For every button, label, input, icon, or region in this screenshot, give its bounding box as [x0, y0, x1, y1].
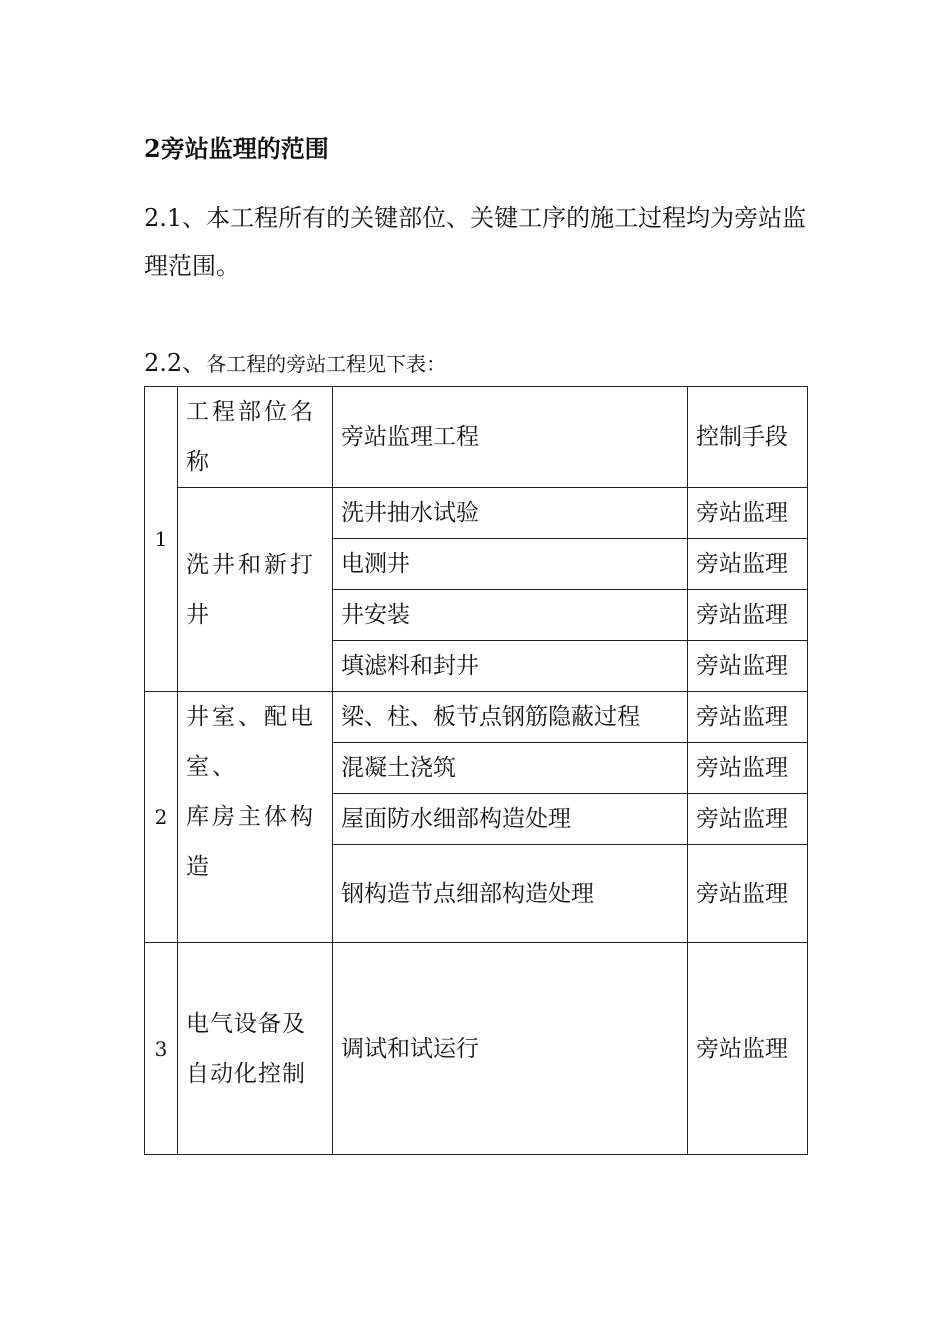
work-cell: 电测井: [333, 539, 688, 590]
control-cell: 旁站监理: [688, 590, 808, 641]
header-part: 工程部位名称: [178, 387, 333, 488]
table-row: [145, 488, 808, 539]
paragraph-2-1: 2.1、本工程所有的关键部位、关键工序的施工过程均为旁站监理范围。: [144, 204, 807, 280]
group-part: [178, 692, 333, 943]
group-part: 电气设备及自动化控制: [178, 943, 333, 1155]
caption-number: 2.2、: [144, 349, 207, 377]
work-cell: 屋面防水细部构造处理: [333, 794, 688, 845]
group-index: 2: [145, 692, 178, 943]
work-cell: 井安装: [333, 590, 688, 641]
table-row: [145, 692, 808, 743]
table-caption: [144, 346, 446, 383]
control-cell: 旁站监理: [688, 692, 808, 743]
control-cell: 旁站监理: [688, 743, 808, 794]
supervision-table: [144, 386, 808, 1155]
work-cell: 调试和试运行: [333, 943, 688, 1155]
header-control: 控制手段: [688, 387, 808, 488]
work-cell: 梁、柱、板节点钢筋隐蔽过程: [333, 692, 688, 743]
work-cell: 混凝土浇筑: [333, 743, 688, 794]
group-part-line: 井室、配电室、: [186, 704, 316, 780]
group-index: 3: [145, 943, 178, 1155]
work-cell: 钢构造节点细部构造处理: [333, 845, 688, 943]
caption-text: 各工程的旁站工程见下表：: [206, 352, 447, 376]
control-cell: 旁站监理: [688, 641, 808, 692]
group-index: 1: [145, 387, 178, 692]
control-cell: 旁站监理: [688, 943, 808, 1155]
group-part: 洗井和新打井: [178, 488, 333, 692]
control-cell: 旁站监理: [688, 539, 808, 590]
control-cell: 旁站监理: [688, 488, 808, 539]
control-cell: 旁站监理: [688, 845, 808, 943]
work-cell: 填滤料和封井: [333, 641, 688, 692]
table-row: [145, 943, 808, 1155]
header-work: 旁站监理工程: [333, 387, 688, 488]
section-heading: 2旁站监理的范围: [144, 134, 329, 163]
group-part-line: 库房主体构造: [186, 804, 316, 880]
table-header-row: [145, 387, 808, 488]
work-cell: 洗井抽水试验: [333, 488, 688, 539]
control-cell: 旁站监理: [688, 794, 808, 845]
